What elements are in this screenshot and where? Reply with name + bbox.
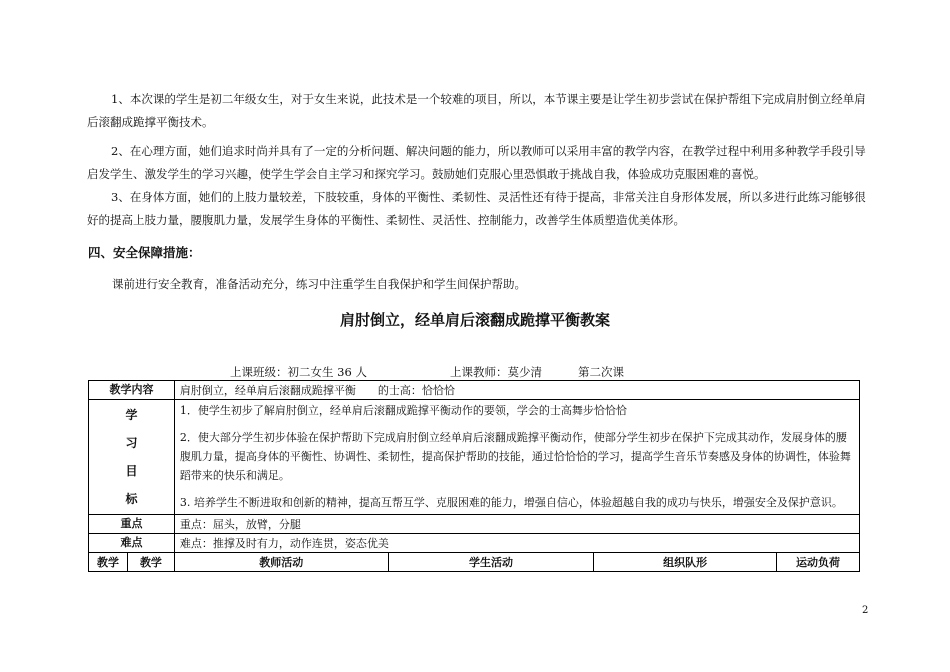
goals-row [89,400,860,515]
content-row [89,381,860,400]
goal-item: 3. 培养学生不断进取和创新的精神，提高互帮互学、克服困难的能力，增强自信心，体验超越自我的成功与快乐，增强安全及保护意识。 [179,496,843,509]
difficulty-label: 难点 [89,534,175,553]
safety-text: 课前进行安全教育，准备活动充分，练习中注重学生自我保护和学生间保护帮助。 [112,277,526,291]
goals-label-char: 学 [125,408,138,422]
goals-label-char: 习 [125,436,138,450]
teacher-info: 上课教师：莫少清 [450,365,542,379]
difficulty-row [89,534,860,553]
content-value: 肩肘倒立，经单肩后滚翻成跪撑平衡 的士高：恰恰恰 [174,381,859,400]
section-heading-safety: 四、安全保障措施： [88,245,201,260]
header-cell: 教师活动 [174,553,388,572]
header-cell: 教学 [127,553,174,572]
header-cell: 运动负荷 [777,553,860,572]
lesson-title: 肩肘倒立，经单肩后滚翻成跪撑平衡教案 [339,311,610,329]
goal-item: 1．使学生初步了解肩肘倒立，经单肩后滚翻成跪撑平衡动作的要领，学会的士高舞步恰恰恰 [179,404,627,417]
header-cell: 组织队形 [594,553,777,572]
header-cell: 学生活动 [388,553,594,572]
goals-content [174,400,859,515]
paragraph-3: 3、在身体方面，她们的上肢力量较差，下肢较重，身体的平衡性、柔韧性、灵活性还有待于提高，非常关注自身形体发展，所以多进行此练习能够很好的提高上肢力量，腰腹肌力量，发展学生身体的平衡性、柔韧性、灵活性、控制能力，改善学生体质塑造优美体形。 [87,190,866,227]
difficulty-value: 难点：推撑及时有力，动作连贯，姿态优美 [174,534,859,553]
lesson-number: 第二次课 [578,365,624,379]
paragraph-1: 1、本次课的学生是初二年级女生，对于女生来说，此技术是一个较难的项目，所以，本节课主要是让学生初步尝试在保护帮组下完成肩肘倒立经单肩后滚翻成跪撑平衡技术。 [87,92,866,129]
key-point-row [89,515,860,534]
key-point-value: 重点：屈头，放臂，分腿 [174,515,859,534]
activity-header-row [89,553,860,572]
goals-label [89,400,175,515]
paragraph-2: 2、在心理方面，她们追求时尚并具有了一定的分析问题、解决问题的能力，所以教师可以采用丰富的教学内容，在教学过程中利用多种教学手段引导启发学生、激发学生的学习兴趣，使学生学会自主学习和探究学习。鼓励她们克服心里恐惧敢于挑战自我，体验成功克服困难的喜悦。 [87,144,866,181]
lesson-plan-table [88,380,860,572]
goals-label-char: 目 [125,464,138,478]
content-label: 教学内容 [89,381,175,400]
goal-item: 2．使大部分学生初步体验在保护帮助下完成肩肘倒立经单肩后滚翻成跪撑平衡动作，使部分学生初步在保护下完成其动作，发展身体的腰腹肌力量，提高身体的平衡性、协调性、柔韧性，提高保护帮助的技能，通过恰恰恰的学习，提高学生音乐节奏感及身体的协调性，体验舞蹈带来的快乐和满足。 [179,431,851,482]
header-cell: 教学 [89,553,128,572]
goals-label-char: 标 [125,492,138,506]
class-info: 上课班级：初二女生 36 人 [230,365,367,379]
key-point-label: 重点 [89,515,175,534]
page-number: 2 [862,605,869,616]
